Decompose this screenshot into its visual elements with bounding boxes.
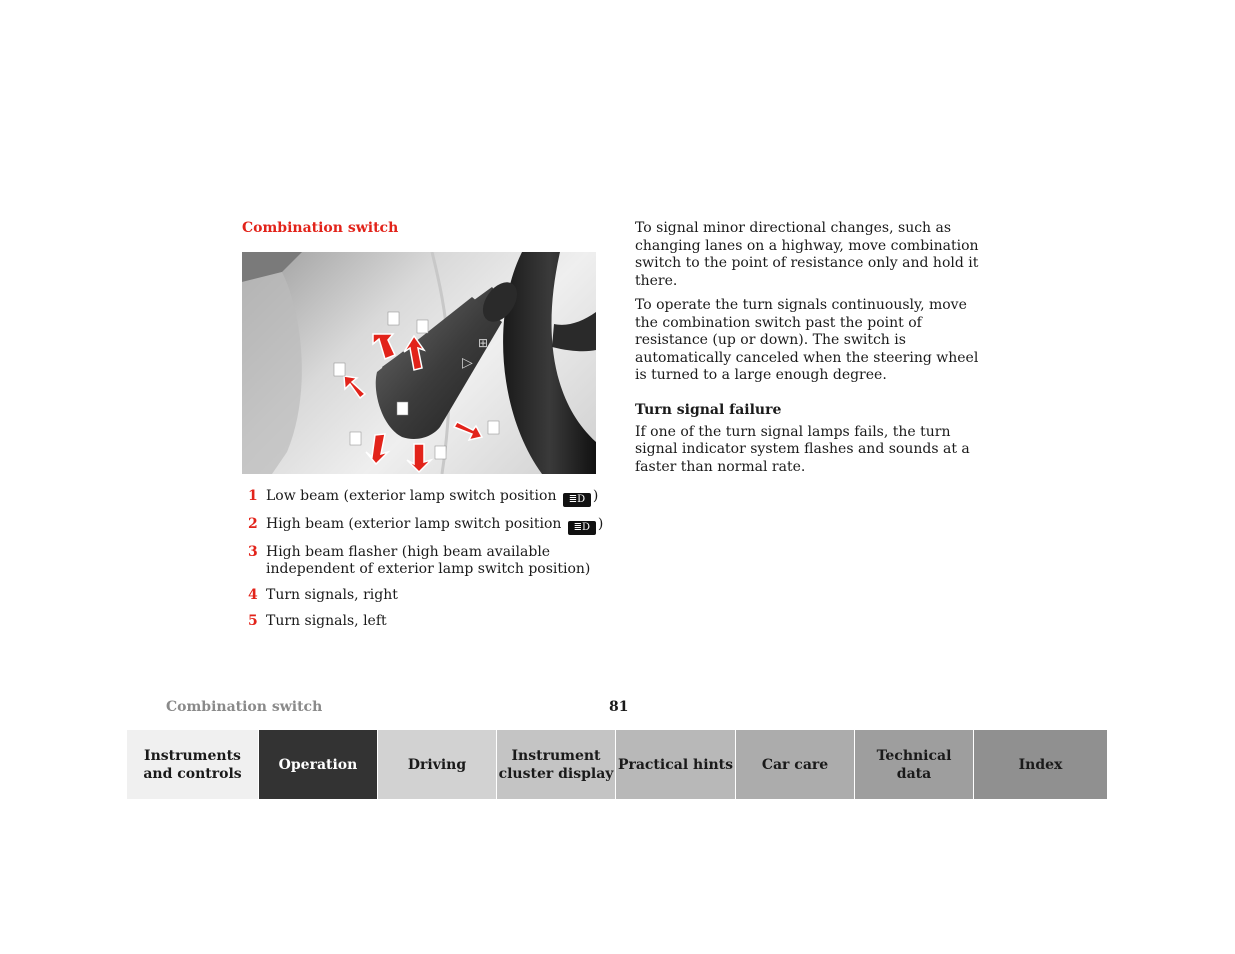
footer-section-title: Combination switch bbox=[166, 699, 323, 715]
legend-item bbox=[248, 544, 608, 578]
arrow-down-1 bbox=[366, 434, 388, 464]
paragraph-continuous: To operate the turn signals continuously, move the combination switch past the point of resistance (up or down). The switch is automatically canceled when the steering wheel is turned to a large enough degree. bbox=[635, 297, 979, 383]
tab-operation[interactable]: Operation bbox=[259, 730, 378, 799]
legend-item bbox=[248, 613, 608, 630]
combination-switch-illustration bbox=[242, 252, 596, 474]
low-beam-icon: ≣D bbox=[563, 493, 591, 507]
tab-instruments-and-controls[interactable]: Instruments and controls bbox=[127, 730, 259, 799]
legend-number: 4 bbox=[248, 587, 258, 603]
dashboard-panel bbox=[242, 272, 302, 474]
legend-item: 1 Low beam (exterior lamp switch position ≣D ) bbox=[248, 488, 599, 505]
heading-turn-signal-failure: Turn signal failure bbox=[635, 401, 782, 418]
tab-index[interactable]: Index bbox=[974, 730, 1108, 799]
legend-text: Turn signals, left bbox=[266, 613, 387, 629]
legend-list bbox=[248, 488, 608, 639]
tab-driving[interactable]: Driving bbox=[378, 730, 497, 799]
paragraph-failure: If one of the turn signal lamps fails, the turn signal indicator system flashes and sounds at a faster than normal rate. bbox=[635, 423, 970, 475]
tab-technical-data[interactable]: Technical data bbox=[855, 730, 974, 799]
legend-number: 1 bbox=[248, 488, 258, 504]
chapter-navigation bbox=[127, 730, 1108, 799]
steering-wheel bbox=[503, 252, 596, 474]
arrow-up-1 bbox=[373, 334, 395, 359]
page-number: 81 bbox=[609, 699, 629, 715]
arrow-down-2 bbox=[407, 444, 431, 472]
section-title: Combination switch bbox=[242, 220, 399, 236]
legend-item: 2 High beam (exterior lamp switch position ≣D ) bbox=[248, 516, 604, 533]
legend-number: 3 bbox=[248, 544, 258, 560]
paragraph-minor-changes: To signal minor directional changes, such as changing lanes on a highway, move combination switch to the point of resistance only and hold it there. bbox=[635, 220, 979, 289]
right-column bbox=[635, 220, 990, 483]
legend-number: 5 bbox=[248, 613, 258, 629]
legend-text: High beam (exterior lamp switch position bbox=[266, 516, 566, 532]
legend-item bbox=[248, 587, 608, 604]
legend-text: High beam flasher (high beam available independent of exterior lamp switch position) bbox=[266, 544, 591, 577]
svg-text:⊞: ⊞ bbox=[478, 336, 489, 350]
low-beam-icon: ≣D bbox=[568, 521, 596, 535]
legend-number: 2 bbox=[248, 516, 258, 532]
tab-practical-hints[interactable]: Practical hints bbox=[616, 730, 736, 799]
svg-text:▷: ▷ bbox=[462, 355, 473, 371]
legend-text: Low beam (exterior lamp switch position bbox=[266, 488, 561, 504]
tab-instrument-cluster-display[interactable]: Instrument cluster display bbox=[497, 730, 616, 799]
arrow-right bbox=[454, 422, 482, 440]
tab-car-care[interactable]: Car care bbox=[736, 730, 855, 799]
arrow-left bbox=[344, 376, 365, 398]
legend-text: Turn signals, right bbox=[266, 587, 398, 603]
